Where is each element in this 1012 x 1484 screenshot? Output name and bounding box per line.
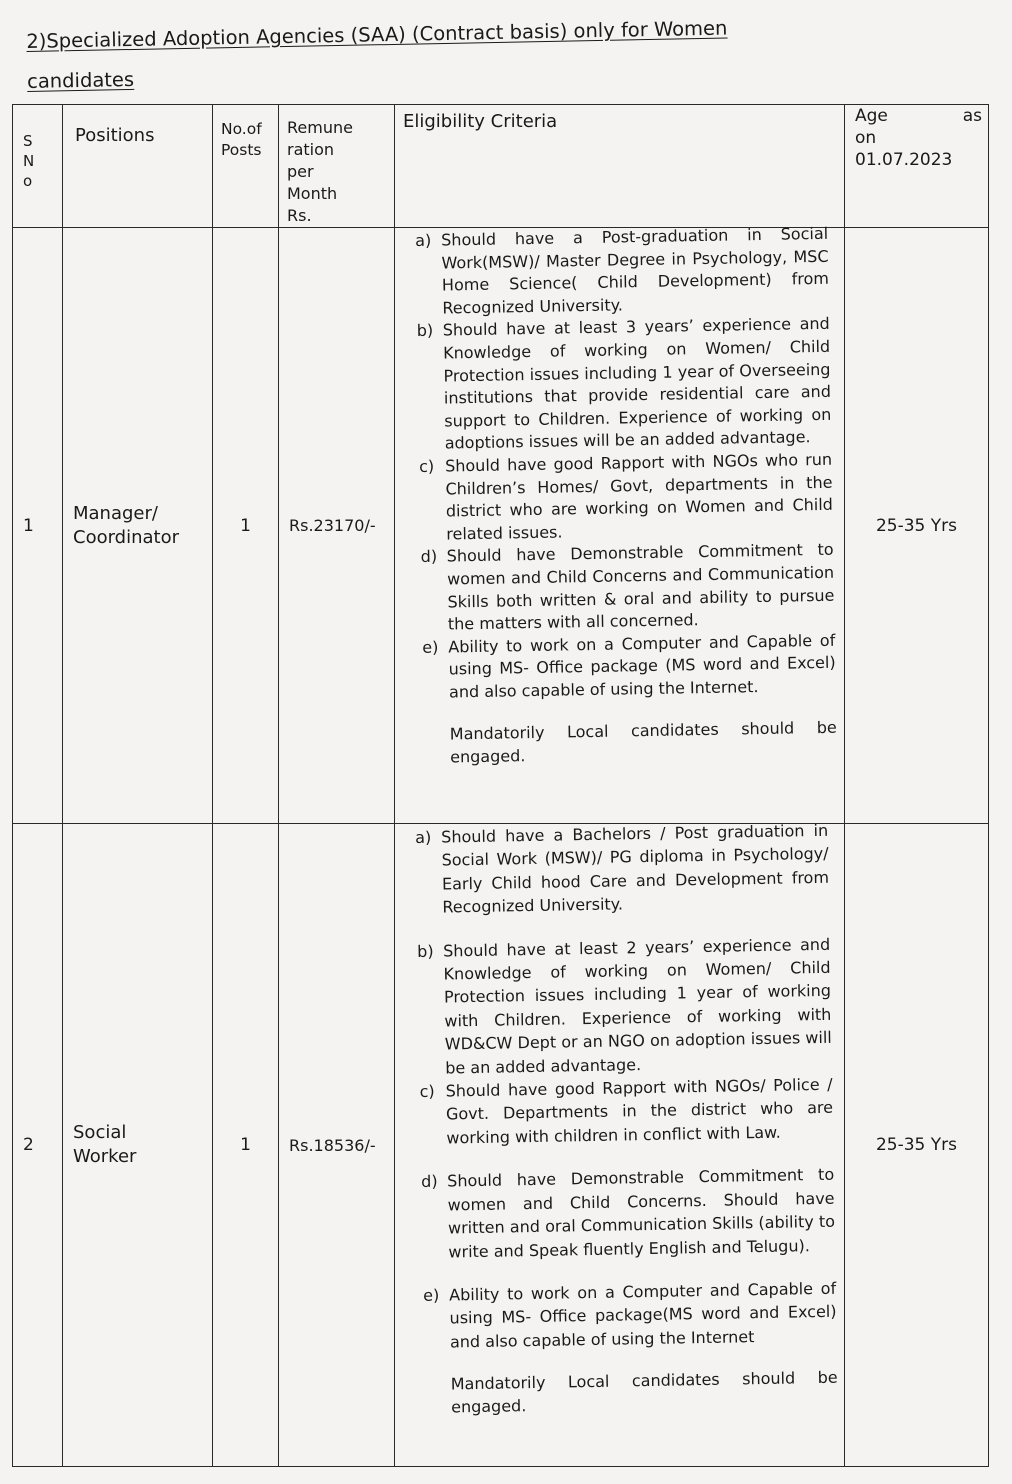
criterion-item: d) Should have Demonstrable Commitment to women and Child Concerns and Communication Skills both written & oral and ability to pursue the matters with all concerned.	[420, 540, 835, 634]
row-remuneration: Rs.18536/-	[279, 824, 395, 1467]
row-age: 25-35 Yrs	[845, 824, 989, 1467]
table-row	[13, 228, 989, 824]
criterion-item: a) Should have a Bachelors / Post graduation in Social Work (MSW)/ PG diploma in Psychology/ Early Child hood Care and Development from Recognized University.	[415, 820, 830, 917]
criterion-item: c) Should have good Rapport with NGOs who run Children’s Homes/ Govt, departments in the district who are working on Women and Child related issues.	[418, 449, 834, 544]
row-posts: 1	[213, 228, 279, 824]
header-remuneration: Remune ration per Month Rs.	[279, 105, 395, 228]
header-age: Age as on 01.07.2023	[845, 105, 989, 228]
header-sno: S N o	[13, 105, 63, 228]
header-row	[13, 105, 989, 228]
table-row	[13, 824, 989, 1467]
row-eligibility-criteria	[395, 223, 845, 824]
criterion-item: b) Should have at least 3 years’ experience and Knowledge of working on Women/ Child Protection issues including 1 year of Overseeing institutions that provide residential care and support to Children. Experience of working on adoptions issues will be an added advantage.	[416, 314, 832, 453]
mandatory-note: Mandatorily Local candidates should be engaged.	[450, 1367, 838, 1417]
header-eligibility-criteria: Eligibility Criteria	[395, 105, 845, 228]
criterion-item: e) Ability to work on a Computer and Capable of using MS- Office package (MS word and Excel) and also capable of using the Internet.	[422, 630, 836, 702]
criterion-item: e) Ability to work on a Computer and Capable of using MS- Office package(MS word and Excel) and also capable of using the Internet	[423, 1278, 837, 1352]
mandatory-note: Mandatorily Local candidates should be engaged.	[449, 718, 837, 767]
row-posts: 1	[213, 824, 279, 1467]
header-positions: Positions	[63, 105, 213, 228]
heading-line-2: candidates	[26, 67, 135, 93]
criterion-item: d) Should have Demonstrable Commitment to women and Child Concerns. Should have written and oral Communication Skills (ability to write and Speak fluently English and Telugu).	[421, 1165, 836, 1261]
section-heading	[26, 5, 887, 101]
row-remuneration: Rs.23170/-	[279, 228, 395, 824]
row-eligibility-criteria	[395, 820, 845, 1467]
recruitment-table	[12, 104, 989, 1467]
row-position: Social Worker	[63, 824, 213, 1467]
row-sno: 1	[13, 228, 63, 824]
criterion-item: c) Should have good Rapport with NGOs/ Police / Govt. Departments in the district who are working with children in conflict with Law.	[419, 1074, 834, 1148]
row-age: 25-35 Yrs	[845, 228, 989, 824]
criterion-item: a) Should have a Post-graduation in Social Work(MSW)/ Master Degree in Psychology, MSC Home Science( Child Development) from Recognized University.	[415, 223, 830, 318]
row-sno: 2	[13, 824, 63, 1467]
heading-line-1: 2)Specialized Adoption Agencies (SAA) (Contract basis) only for Women	[26, 16, 728, 53]
row-position: Manager/ Coordinator	[63, 228, 213, 824]
header-no-of-posts: No.of Posts	[213, 105, 279, 228]
criterion-item: b) Should have at least 2 years’ experience and Knowledge of working on Women/ Child Protection issues including 1 year of working with Children. Experience of working with WD&CW Dept or an NGO on adoption issues will be an added advantage.	[417, 934, 832, 1078]
